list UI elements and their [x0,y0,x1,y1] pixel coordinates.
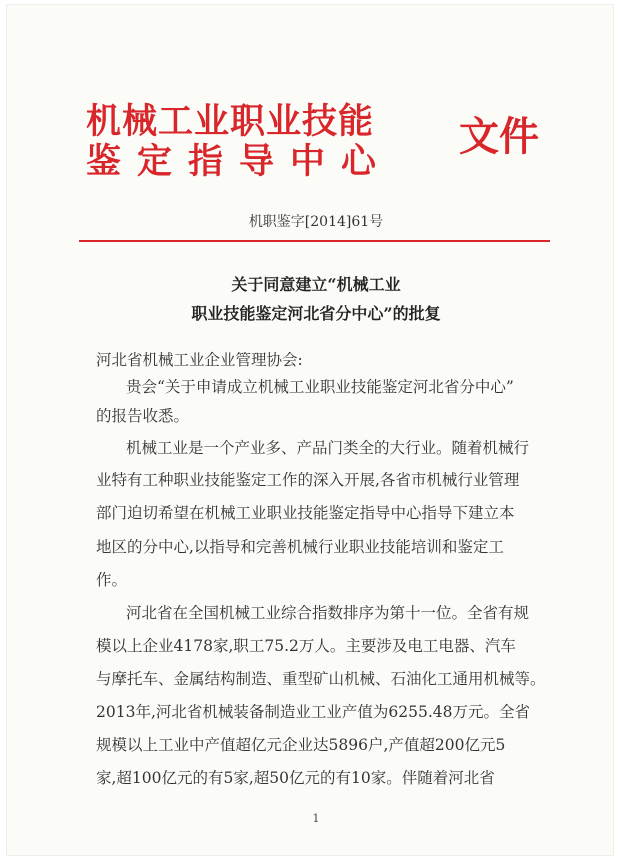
body-line: 业特有工种职业技能鉴定工作的深入开展,各省市机械行业管理 [96,471,520,489]
header-divider [79,240,550,242]
body-line: 2013年,河北省机械装备制造业工业产值为6255.48万元。全省 [96,703,530,721]
body-line: 模以上企业4178家,职工75.2万人。主要涉及电工电器、汽车 [96,637,516,655]
body-line: 的报告收悉。 [96,407,190,425]
page-number: 1 [312,812,320,825]
header-org-line2: 鉴定指导中心 [86,141,393,182]
body-line: 部门迫切希望在机械工业职业技能鉴定指导中心指导下建立本 [96,504,515,522]
body-line: 贵会“关于申请成立机械工业职业技能鉴定河北省分中心” [126,378,514,396]
body-line: 作。 [96,571,128,589]
document-title-line1: 关于同意建立“机械工业 [231,275,401,294]
body-line: 规模以上工业中产值超亿元企业达5896户,产值超200亿元5 [96,736,506,754]
body-line: 地区的分中心,以指导和完善机械行业职业技能培训和鉴定工 [96,538,504,556]
body-line: 家,超100亿元的有5家,超50亿元的有10家。伴随着河北省 [96,769,495,787]
header-org-line1: 机械工业职业技能 [86,101,375,142]
addressee: 河北省机械工业企业管理协会: [96,351,303,369]
body-line: 机械工业是一个产业多、产品门类全的大行业。随着机械行 [126,439,530,457]
document-page [6,4,614,856]
document-title-line2: 职业技能鉴定河北省分中心”的批复 [191,304,441,323]
header-document-label: 文件 [459,113,539,160]
document-number: 机职鉴字[2014]61号 [248,214,384,230]
body-line: 河北省在全国机械工业综合指数排序为第十一位。全省有规 [126,604,530,622]
body-line: 与摩托车、金属结构制造、重型矿山机械、石油化工通用机械等。 [96,670,546,688]
